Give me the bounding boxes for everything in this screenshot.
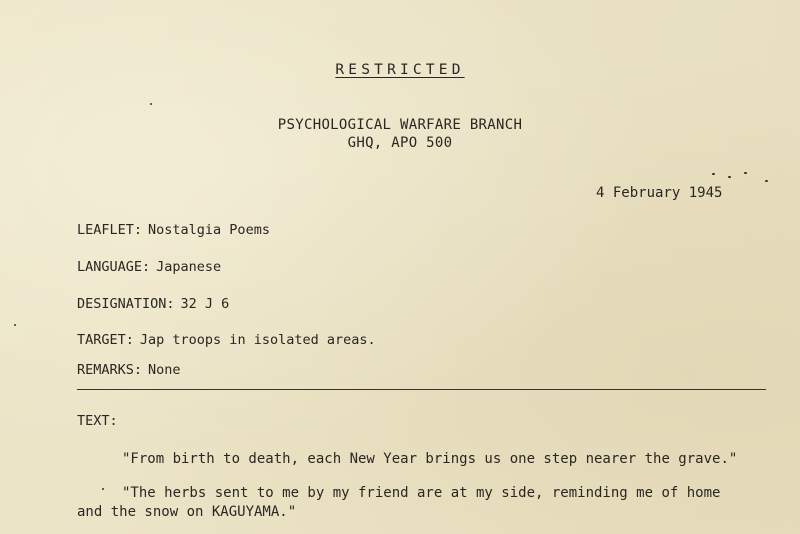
office-address: GHQ, APO 500 (347, 135, 453, 151)
field-label: TARGET: (77, 332, 134, 348)
field-remarks (77, 364, 181, 378)
field-target (77, 334, 376, 348)
leaflet-quote-2-line-2: and the snow on KAGUYAMA." (77, 504, 297, 520)
field-leaflet (77, 224, 270, 238)
paper-speck (14, 324, 16, 326)
field-value: Japanese (156, 259, 222, 275)
document-date: 4 February 1945 (596, 185, 723, 201)
field-value: Jap troops in isolated areas. (139, 332, 376, 348)
leaflet-quote-2-line-1: "The herbs sent to me by my friend are at my side, reminding me of home (122, 485, 721, 501)
text-section-label: TEXT: (77, 413, 118, 429)
field-label: DESIGNATION: (77, 296, 175, 312)
leaflet-quote-1: "From birth to death, each New Year brings us one step nearer the grave." (122, 451, 738, 467)
paper-speck (102, 488, 104, 490)
field-label: LEAFLET: (77, 222, 143, 238)
paper-speck (150, 103, 152, 105)
field-value: None (148, 362, 181, 378)
paper-speck (765, 180, 768, 182)
field-label: REMARKS: (77, 362, 143, 378)
section-divider (77, 389, 766, 390)
paper-speck (744, 172, 747, 174)
classification-heading: RESTRICTED (335, 62, 465, 78)
field-designation (77, 298, 229, 312)
issuing-office: PSYCHOLOGICAL WARFARE BRANCH (277, 117, 523, 133)
field-language (77, 261, 221, 275)
field-value: Nostalgia Poems (148, 222, 270, 238)
paper-speck (728, 176, 731, 178)
field-label: LANGUAGE: (77, 259, 151, 275)
field-value: 32 J 6 (180, 296, 230, 312)
paper-speck (712, 173, 715, 175)
